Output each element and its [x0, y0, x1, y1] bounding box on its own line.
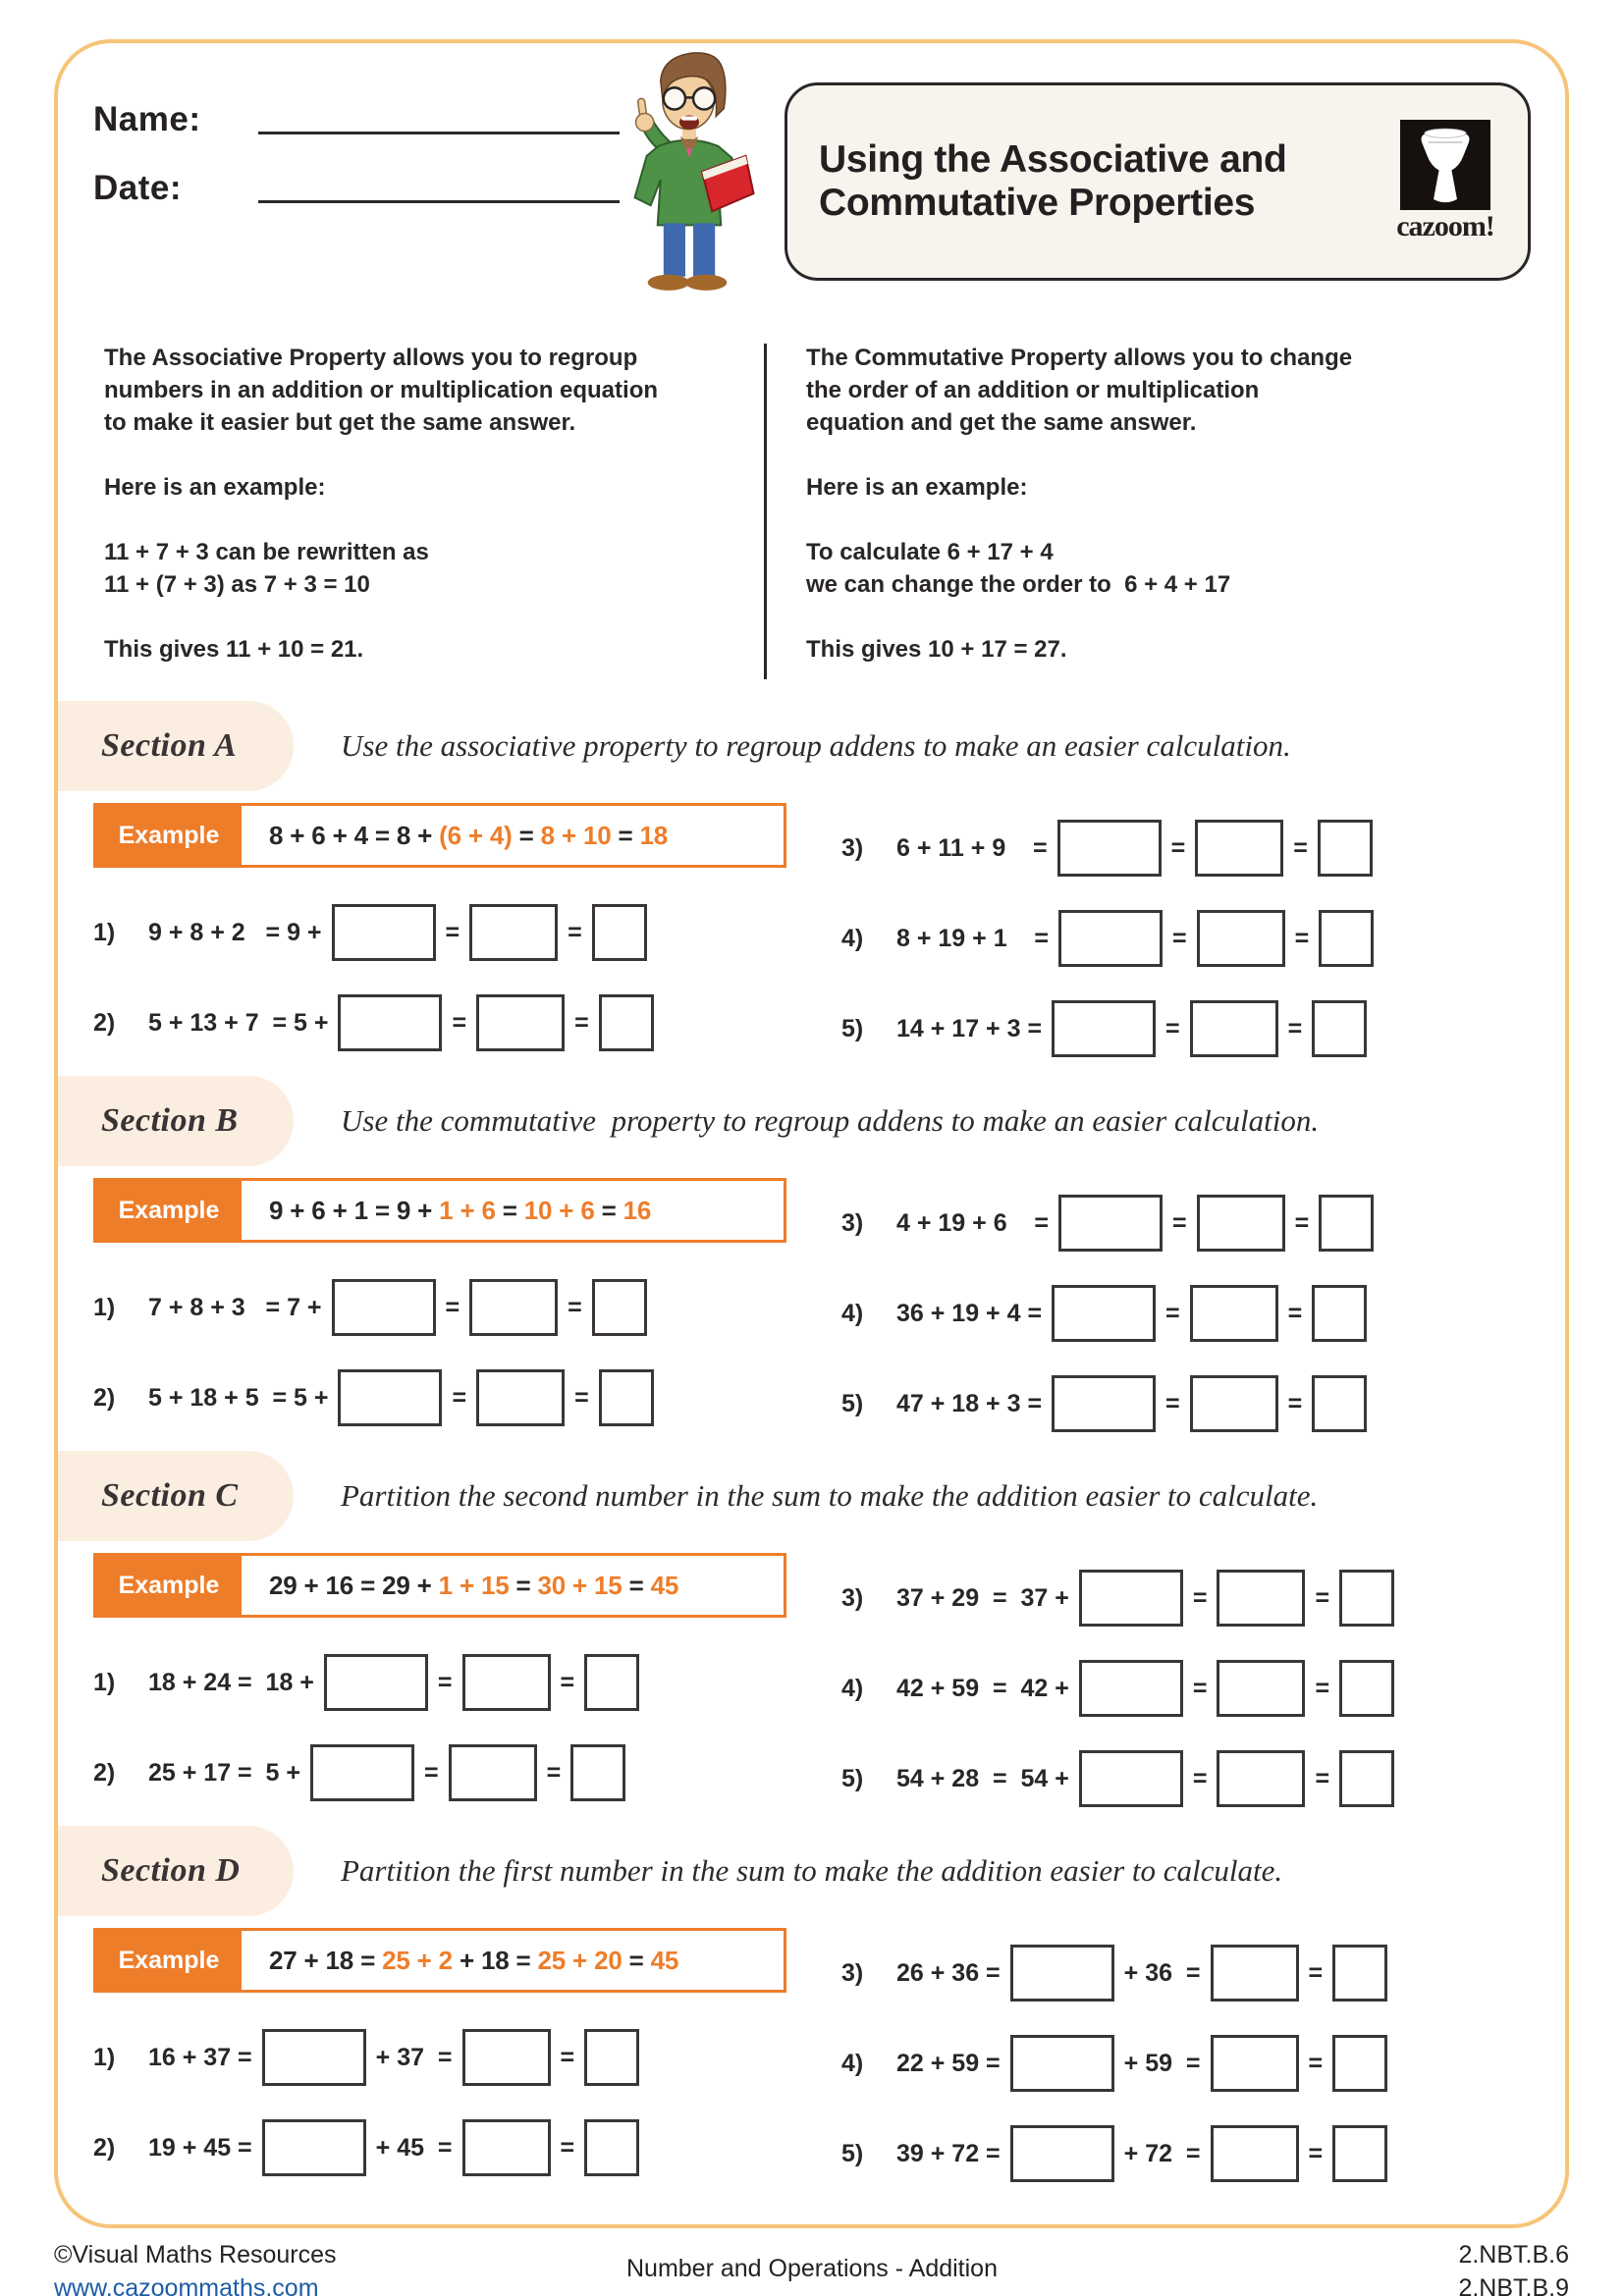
answer-box[interactable] [1211, 1945, 1299, 2002]
example-part: 9 + 6 + 1 = 9 + [269, 1195, 440, 1225]
problem-number: 5) [841, 1014, 864, 1042]
problem-text: = [560, 1668, 575, 1696]
answer-box[interactable] [1332, 2035, 1387, 2092]
title-line-2: Commutative Properties [819, 182, 1256, 224]
website-link[interactable]: www.cazoommaths.com [54, 2274, 319, 2296]
problem-row [841, 1178, 1567, 1268]
worksheet-section [58, 1076, 1567, 1449]
problem-row [93, 1353, 841, 1443]
answer-box[interactable] [338, 994, 442, 1051]
drum-icon [1400, 120, 1490, 210]
problem-row [93, 2012, 841, 2103]
example-label: Example [118, 821, 220, 849]
section-instruction: Use the associative property to regroup addens to make an easier calculation. [341, 728, 1291, 763]
answer-box[interactable] [1318, 820, 1373, 877]
answer-box[interactable] [1197, 910, 1285, 967]
answer-box[interactable] [1052, 1375, 1156, 1432]
title-line-1: Using the Associative and [819, 137, 1287, 181]
example-part: = [594, 1195, 623, 1225]
footer-standards [1458, 2238, 1569, 2296]
section-left-column [93, 1178, 841, 1449]
answer-box[interactable] [462, 2029, 551, 2086]
answer-box[interactable] [1217, 1660, 1305, 1717]
answer-box[interactable] [1211, 2125, 1299, 2182]
example-part: 1 + 6 [439, 1195, 496, 1225]
example-part: 45 [650, 1945, 679, 1975]
problem-text: = [568, 918, 582, 946]
problem-row [841, 1268, 1567, 1359]
problem-text: = [1171, 924, 1187, 952]
answer-box[interactable] [599, 994, 654, 1051]
problem-number: 4) [841, 2049, 864, 2077]
example-part: 29 + 16 = 29 + [269, 1570, 439, 1600]
section-body [58, 1178, 1567, 1449]
section-body [58, 1553, 1567, 1824]
problem-text: 22 + 59 = [896, 2049, 1001, 2077]
problem-text: = [1192, 1583, 1208, 1612]
section-right-column [841, 803, 1567, 1074]
answer-box[interactable] [1195, 820, 1283, 877]
problem-text: 39 + 72 = [896, 2139, 1001, 2167]
problem-text: 37 + 29 = 37 + [896, 1583, 1069, 1612]
answer-box[interactable] [469, 1279, 558, 1336]
problem-text: = [1308, 2049, 1324, 2077]
example-part: = [622, 1570, 651, 1600]
example-result: This gives 10 + 17 = 27. [806, 636, 1067, 663]
commutative-description: The Commutative Property allows you to change the order of an addition or multiplication equation and get the same answer. [806, 345, 1353, 436]
answer-box[interactable] [476, 1369, 565, 1426]
problem-row [93, 1728, 841, 1818]
problem-text: = [437, 1668, 453, 1696]
problem-text: = [568, 1293, 582, 1321]
standard-code-1: 2.NBT.B.6 [1458, 2241, 1569, 2269]
problem-row [841, 1359, 1567, 1449]
problem-text: + 45 = [375, 2133, 453, 2162]
problem-number: 5) [841, 2139, 864, 2167]
example-part: 16 [623, 1195, 652, 1225]
example-part: = [611, 820, 640, 850]
worksheet-section [58, 1451, 1567, 1824]
section-label: Section D [101, 1852, 241, 1889]
example-row [93, 1178, 786, 1243]
problem-text: = [1192, 1764, 1208, 1792]
example-part: 25 + 20 [537, 1945, 623, 1975]
answer-box[interactable] [1079, 1570, 1183, 1627]
problem-text: = [445, 1293, 460, 1321]
example-equation [242, 806, 784, 865]
problem-text: + 59 = [1123, 2049, 1201, 2077]
problem-text: = [1315, 1583, 1330, 1612]
copyright-text: ©Visual Maths Resources [54, 2241, 337, 2269]
section-header [58, 701, 1567, 791]
answer-box[interactable] [449, 1744, 537, 1801]
worksheet-title [819, 138, 1375, 226]
example-part: (6 + 4) [439, 820, 513, 850]
answer-box[interactable] [1217, 1750, 1305, 1807]
answer-box[interactable] [1057, 820, 1162, 877]
problem-row [93, 978, 841, 1068]
example-part: 8 + 10 [540, 820, 612, 850]
example-equation [242, 1931, 784, 1990]
cazoom-logo [1386, 120, 1504, 243]
section-left-column [93, 1928, 841, 2199]
section-label-box [58, 1826, 294, 1916]
answer-box[interactable] [262, 2029, 366, 2086]
problem-row [93, 1262, 841, 1353]
problem-row [841, 984, 1567, 1074]
problem-text: = [560, 2043, 575, 2071]
problem-number: 4) [841, 924, 864, 952]
intro-block [104, 342, 1444, 679]
section-instruction: Partition the second number in the sum to make the addition easier to calculate. [341, 1478, 1319, 1513]
example-heading: Here is an example: [806, 474, 1028, 501]
answer-box[interactable] [310, 1744, 414, 1801]
problem-text: = [1287, 1389, 1303, 1417]
problem-text: = [1315, 1764, 1330, 1792]
problem-row [841, 803, 1567, 893]
answer-box[interactable] [1010, 2125, 1114, 2182]
answer-box[interactable] [324, 1654, 428, 1711]
problem-text: = [1170, 833, 1186, 862]
intro-right-column [806, 342, 1444, 679]
example-part: = [622, 1945, 651, 1975]
problem-row [841, 893, 1567, 984]
problem-text: 16 + 37 = [148, 2043, 252, 2071]
section-label-box [58, 701, 294, 791]
example-part: 18 [639, 820, 669, 850]
example-result: This gives 11 + 10 = 21. [104, 636, 364, 663]
problem-text: + 36 = [1123, 1958, 1201, 1987]
problem-text: = [574, 1008, 589, 1037]
problem-text: = [1308, 1958, 1324, 1987]
answer-box[interactable] [1197, 1195, 1285, 1252]
example-part: 10 + 6 [523, 1195, 595, 1225]
problem-number: 3) [841, 1583, 864, 1612]
answer-box[interactable] [592, 904, 647, 961]
problem-text: = [452, 1383, 467, 1412]
example-part: 30 + 15 [537, 1570, 623, 1600]
answer-box[interactable] [1332, 1945, 1387, 2002]
example-part: 25 + 2 [382, 1945, 453, 1975]
problem-text: 8 + 19 + 1 = [896, 924, 1049, 952]
section-right-column [841, 1178, 1567, 1449]
worksheet-section [58, 1826, 1567, 2199]
section-label: Section A [101, 727, 238, 764]
problem-text: = [546, 1758, 562, 1787]
problem-row [841, 1734, 1567, 1824]
section-body [58, 803, 1567, 1074]
answer-box[interactable] [262, 2119, 366, 2176]
answer-box[interactable] [1010, 1945, 1114, 2002]
answer-box[interactable] [1211, 2035, 1299, 2092]
example-part: = [495, 1195, 524, 1225]
problem-text: = [1165, 1389, 1180, 1417]
problem-text: = [1294, 924, 1310, 952]
answer-box[interactable] [1010, 2035, 1114, 2092]
problem-text: = [1315, 1674, 1330, 1702]
problem-text: 5 + 13 + 7 = 5 + [148, 1008, 329, 1037]
footer-topic: Number and Operations - Addition [626, 2255, 998, 2282]
section-label: Section C [101, 1477, 239, 1514]
answer-box[interactable] [1190, 1000, 1278, 1057]
problem-number: 1) [93, 1668, 116, 1696]
problem-number: 3) [841, 1958, 864, 1987]
example-part: 45 [650, 1570, 679, 1600]
problem-text: = [445, 918, 460, 946]
example-lines: 11 + 7 + 3 can be rewritten as 11 + (7 + 3) as 7 + 3 = 10 [104, 539, 429, 598]
problem-text: 47 + 18 + 3 = [896, 1389, 1043, 1417]
problem-text: 6 + 11 + 9 = [896, 833, 1048, 862]
problem-number: 3) [841, 1208, 864, 1237]
problem-text: = [1171, 1208, 1187, 1237]
answer-box[interactable] [1312, 1375, 1367, 1432]
answer-box[interactable] [584, 1654, 639, 1711]
example-equation [242, 1556, 784, 1615]
problem-text: + 72 = [1123, 2139, 1201, 2167]
answer-box[interactable] [462, 1654, 551, 1711]
date-input-line[interactable] [258, 196, 620, 203]
example-label: Example [118, 1946, 220, 1974]
section-header [58, 1076, 1567, 1166]
section-instruction: Use the commutative property to regroup addens to make an easier calculation. [341, 1103, 1320, 1138]
answer-box[interactable] [1052, 1285, 1156, 1342]
problem-text: 54 + 28 = 54 + [896, 1764, 1069, 1792]
example-lines: To calculate 6 + 17 + 4 we can change the order to 6 + 4 + 17 [806, 539, 1231, 598]
intro-left-column [104, 342, 742, 679]
problem-text: 5 + 18 + 5 = 5 + [148, 1383, 329, 1412]
answer-box[interactable] [1319, 1195, 1374, 1252]
problem-text: 4 + 19 + 6 = [896, 1208, 1049, 1237]
problem-text: + 37 = [375, 2043, 453, 2071]
worksheet-section [58, 701, 1567, 1074]
answer-box[interactable] [1312, 1000, 1367, 1057]
problem-text: 42 + 59 = 42 + [896, 1674, 1069, 1702]
problem-row [841, 1643, 1567, 1734]
problem-text: = [1192, 1674, 1208, 1702]
answer-box[interactable] [1217, 1570, 1305, 1627]
date-label: Date: [93, 169, 183, 207]
answer-box[interactable] [1052, 1000, 1156, 1057]
problem-number: 1) [93, 2043, 116, 2071]
problem-text: 7 + 8 + 3 = 7 + [148, 1293, 322, 1321]
problem-row [93, 1637, 841, 1728]
problem-text: = [574, 1383, 589, 1412]
problem-text: = [560, 2133, 575, 2162]
answer-box[interactable] [1319, 910, 1374, 967]
problem-text: = [1287, 1299, 1303, 1327]
section-header [58, 1451, 1567, 1541]
standard-code-2: 2.NBT.B.9 [1458, 2274, 1569, 2296]
answer-box[interactable] [584, 2119, 639, 2176]
problem-text: = [1287, 1014, 1303, 1042]
example-equation [242, 1181, 784, 1240]
problem-text: = [452, 1008, 467, 1037]
problem-number: 5) [841, 1764, 864, 1792]
name-field [93, 100, 620, 139]
problem-text: 14 + 17 + 3 = [896, 1014, 1043, 1042]
associative-description: The Associative Property allows you to regroup numbers in an addition or multiplication equation to make it easier but get the same answer. [104, 345, 659, 436]
problem-text: = [1293, 833, 1308, 862]
example-part: 27 + 18 = [269, 1945, 383, 1975]
problem-number: 2) [93, 1383, 116, 1412]
name-input-line[interactable] [258, 128, 620, 134]
problem-number: 1) [93, 918, 116, 946]
answer-box[interactable] [1058, 910, 1163, 967]
answer-box[interactable] [584, 2029, 639, 2086]
problem-number: 2) [93, 2133, 116, 2162]
section-instruction: Partition the first number in the sum to make the addition easier to calculate. [341, 1853, 1283, 1888]
problem-row [841, 2018, 1567, 2109]
answer-box[interactable] [1079, 1660, 1183, 1717]
problem-row [93, 887, 841, 978]
section-left-column [93, 1553, 841, 1824]
problem-text: = [1165, 1299, 1180, 1327]
answer-box[interactable] [332, 1279, 436, 1336]
section-body [58, 1928, 1567, 2199]
problem-text: = [1165, 1014, 1180, 1042]
problem-number: 4) [841, 1299, 864, 1327]
answer-box[interactable] [1190, 1375, 1278, 1432]
example-part: + 18 = [452, 1945, 538, 1975]
problem-number: 2) [93, 1758, 116, 1787]
example-part: = [509, 1570, 538, 1600]
answer-box[interactable] [1339, 1750, 1394, 1807]
problem-number: 1) [93, 1293, 116, 1321]
date-field [93, 169, 620, 208]
problem-number: 5) [841, 1389, 864, 1417]
problem-text: 19 + 45 = [148, 2133, 252, 2162]
section-left-column [93, 803, 841, 1074]
teacher-illustration [601, 47, 778, 302]
logo-text: cazoom! [1396, 210, 1494, 242]
section-header [58, 1826, 1567, 1916]
problem-row [841, 1553, 1567, 1643]
answer-box[interactable] [1332, 2125, 1387, 2182]
problem-row [841, 2109, 1567, 2199]
problem-number: 2) [93, 1008, 116, 1037]
problem-text: = [1308, 2139, 1324, 2167]
answer-box[interactable] [570, 1744, 625, 1801]
example-part: 1 + 15 [438, 1570, 510, 1600]
answer-box[interactable] [592, 1279, 647, 1336]
section-right-column [841, 1928, 1567, 2199]
problem-text: 9 + 8 + 2 = 9 + [148, 918, 322, 946]
section-label-box [58, 1076, 294, 1166]
section-label-box [58, 1451, 294, 1541]
answer-box[interactable] [469, 904, 558, 961]
answer-box[interactable] [476, 994, 565, 1051]
section-right-column [841, 1553, 1567, 1824]
answer-box[interactable] [599, 1369, 654, 1426]
answer-box[interactable] [1079, 1750, 1183, 1807]
answer-box[interactable] [1190, 1285, 1278, 1342]
section-label: Section B [101, 1102, 239, 1139]
example-heading: Here is an example: [104, 474, 326, 501]
problem-text: = [1294, 1208, 1310, 1237]
answer-box[interactable] [462, 2119, 551, 2176]
problem-number: 3) [841, 833, 864, 862]
answer-box[interactable] [1312, 1285, 1367, 1342]
problem-number: 4) [841, 1674, 864, 1702]
answer-box[interactable] [1058, 1195, 1163, 1252]
example-row [93, 1928, 786, 1993]
example-row [93, 1553, 786, 1618]
answer-box[interactable] [338, 1369, 442, 1426]
example-part: 8 + 6 + 4 = 8 + [269, 820, 440, 850]
problem-text: 18 + 24 = 18 + [148, 1668, 314, 1696]
example-label: Example [118, 1196, 220, 1224]
answer-box[interactable] [1339, 1660, 1394, 1717]
column-divider [764, 344, 767, 679]
problem-text: 26 + 36 = [896, 1958, 1001, 1987]
title-box [785, 82, 1531, 281]
example-part: = [512, 820, 541, 850]
problem-row [93, 2103, 841, 2193]
name-label: Name: [93, 100, 201, 138]
problem-text: = [424, 1758, 439, 1787]
problem-text: 36 + 19 + 4 = [896, 1299, 1043, 1327]
problem-row [841, 1928, 1567, 2018]
answer-box[interactable] [332, 904, 436, 961]
example-row [93, 803, 786, 868]
answer-box[interactable] [1339, 1570, 1394, 1627]
example-label: Example [118, 1571, 220, 1599]
problem-text: 25 + 17 = 5 + [148, 1758, 300, 1787]
